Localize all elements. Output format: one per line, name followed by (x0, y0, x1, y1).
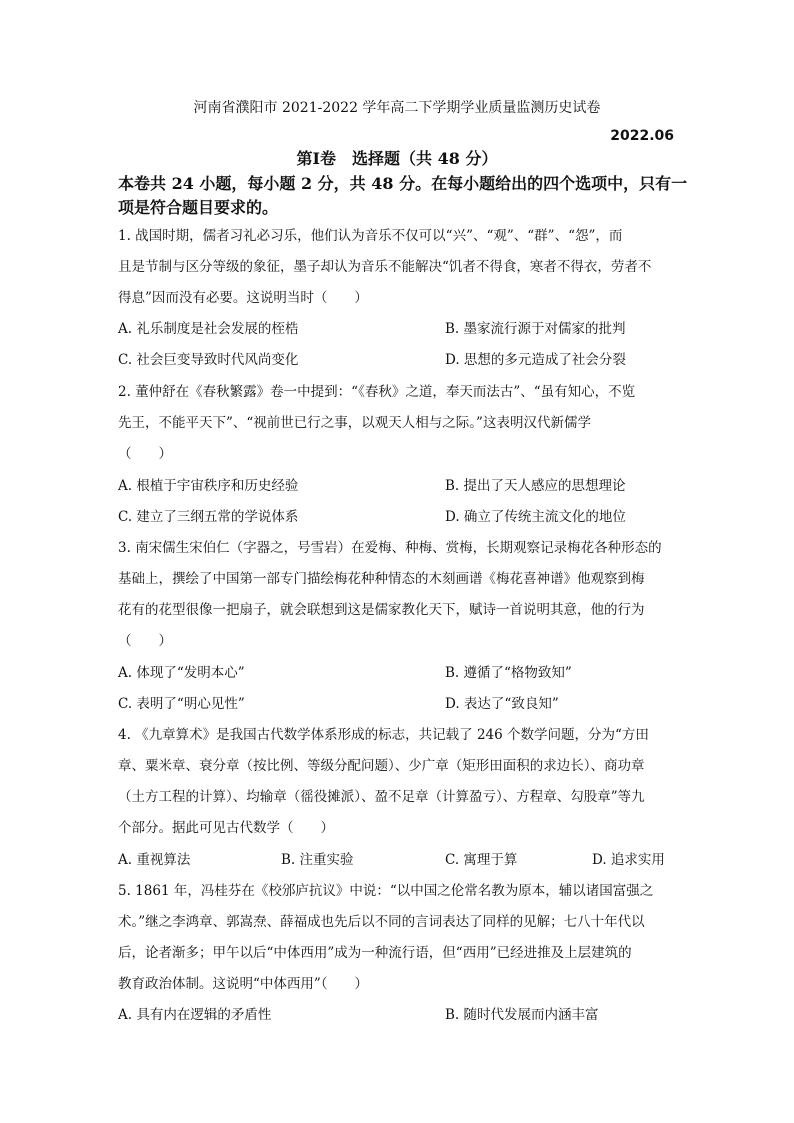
option-a: A. 具有内在逻辑的矛盾性 (118, 1007, 272, 1023)
exam-title: 河南省濮阳市 2021-2022 学年高二下学期学业质量监测历史试卷 (193, 100, 601, 116)
section-heading: 第Ⅰ卷 选择题（共 48 分） (296, 149, 498, 168)
question-text-line: 章、粟米章、衰分章（按比例、等级分配问题）、少广章（矩形田面积的求边长）、商功章 (118, 758, 645, 774)
question-text-line: 5. 1861 年，冯桂芬在《校邠庐抗议》中说：“以中国之伦常名教为原本，辅以诸国富强之 (118, 883, 654, 899)
instructions-line: 项是符合题目要求的。 (118, 198, 279, 217)
question-text-line: 先王，不能平天下”、“视前世已行之事，以观天人相与之际。”这表明汉代新儒学 (118, 415, 591, 431)
question-text-line: （土方工程的计算）、均输章（徭役摊派）、盈不足章（计算盈亏）、方程章、勾股章”等九 (118, 789, 645, 805)
question-text-line: 4. 《九章算术》是我国古代数学体系形成的标志，共记载了 246 个数学问题，分为“方田 (118, 727, 649, 743)
option-b: B. 遵循了“格物致知” (445, 665, 572, 681)
question-text-line: 花有的花型很像一把扇子，就会联想到这是儒家教化天下，赋诗一首说明其意，他的行为 (118, 602, 645, 618)
option-a: A. 礼乐制度是社会发展的桎梏 (118, 321, 299, 337)
question-text-line: （ ） (118, 633, 172, 649)
option-d: D. 思想的多元造成了社会分裂 (445, 352, 626, 368)
exam-date: 2022.06 (610, 128, 674, 144)
option-c: C. 社会巨变导致时代风尚变化 (118, 352, 299, 368)
section-instructions (118, 172, 688, 220)
option-c: C. 表明了“明心见性” (118, 696, 245, 712)
option-d: D. 表达了“致良知” (445, 696, 559, 712)
question-text-line: 基础上，撰绘了中国第一部专门描绘梅花种种情态的木刻画谱《梅花喜神谱》他观察到梅 (118, 571, 645, 587)
question-text-line: 个部分。据此可见古代数学（ ） (118, 820, 334, 836)
instructions-line: 本卷共 24 小题，每小题 2 分，共 48 分。在每小题给出的四个选项中，只有一 (118, 174, 688, 193)
option-a: A. 根植于宇宙秩序和历史经验 (118, 478, 299, 494)
question-text-line: 且是节制与区分等级的象征，墨子却认为音乐不能解决“饥者不得食，寒者不得衣，劳者不 (118, 259, 652, 275)
question-text-line: （ ） (118, 446, 172, 462)
option-c: C. 寓理于算 (445, 852, 518, 868)
option-b: B. 随时代发展而内涵丰富 (445, 1007, 599, 1023)
question-text-line: 得息”因而没有必要。这说明当时（ ） (118, 290, 368, 306)
question-text-line: 1. 战国时期，儒者习礼必习乐，他们认为音乐不仅可以“兴”、“观”、“群”、“怨”，而 (118, 228, 623, 244)
option-d: D. 追求实用 (592, 852, 665, 868)
question-text-line: 2. 董仲舒在《春秋繁露》卷一中提到：“《春秋》之道，奉天而法古”、“虽有知心，不览 (118, 384, 636, 400)
option-d: D. 确立了传统主流文化的地位 (445, 509, 626, 525)
question-text-line: 后，论者渐多；甲午以后“中体西用”成为一种流行语，但“西用”已经进推及上层建筑的 (118, 945, 632, 961)
option-b: B. 提出了天人感应的思想理论 (445, 478, 626, 494)
option-b: B. 注重实验 (281, 852, 354, 868)
option-a: A. 体现了“发明本心” (118, 665, 245, 681)
option-b: B. 墨家流行源于对儒家的批判 (445, 321, 626, 337)
question-text-line: 术。”继之李鸿章、郭嵩焘、薛福成也先后以不同的言词表达了同样的见解；七八十年代以 (118, 914, 645, 930)
option-a: A. 重视算法 (118, 852, 191, 868)
question-text-line: 教育政治体制。这说明“中体西用”（ ） (118, 976, 369, 992)
question-text-line: 3. 南宋儒生宋伯仁（字器之，号雪岩）在爱梅、种梅、赏梅，长期观察记录梅花各种形态的 (118, 540, 662, 556)
option-c: C. 建立了三纲五常的学说体系 (118, 509, 299, 525)
